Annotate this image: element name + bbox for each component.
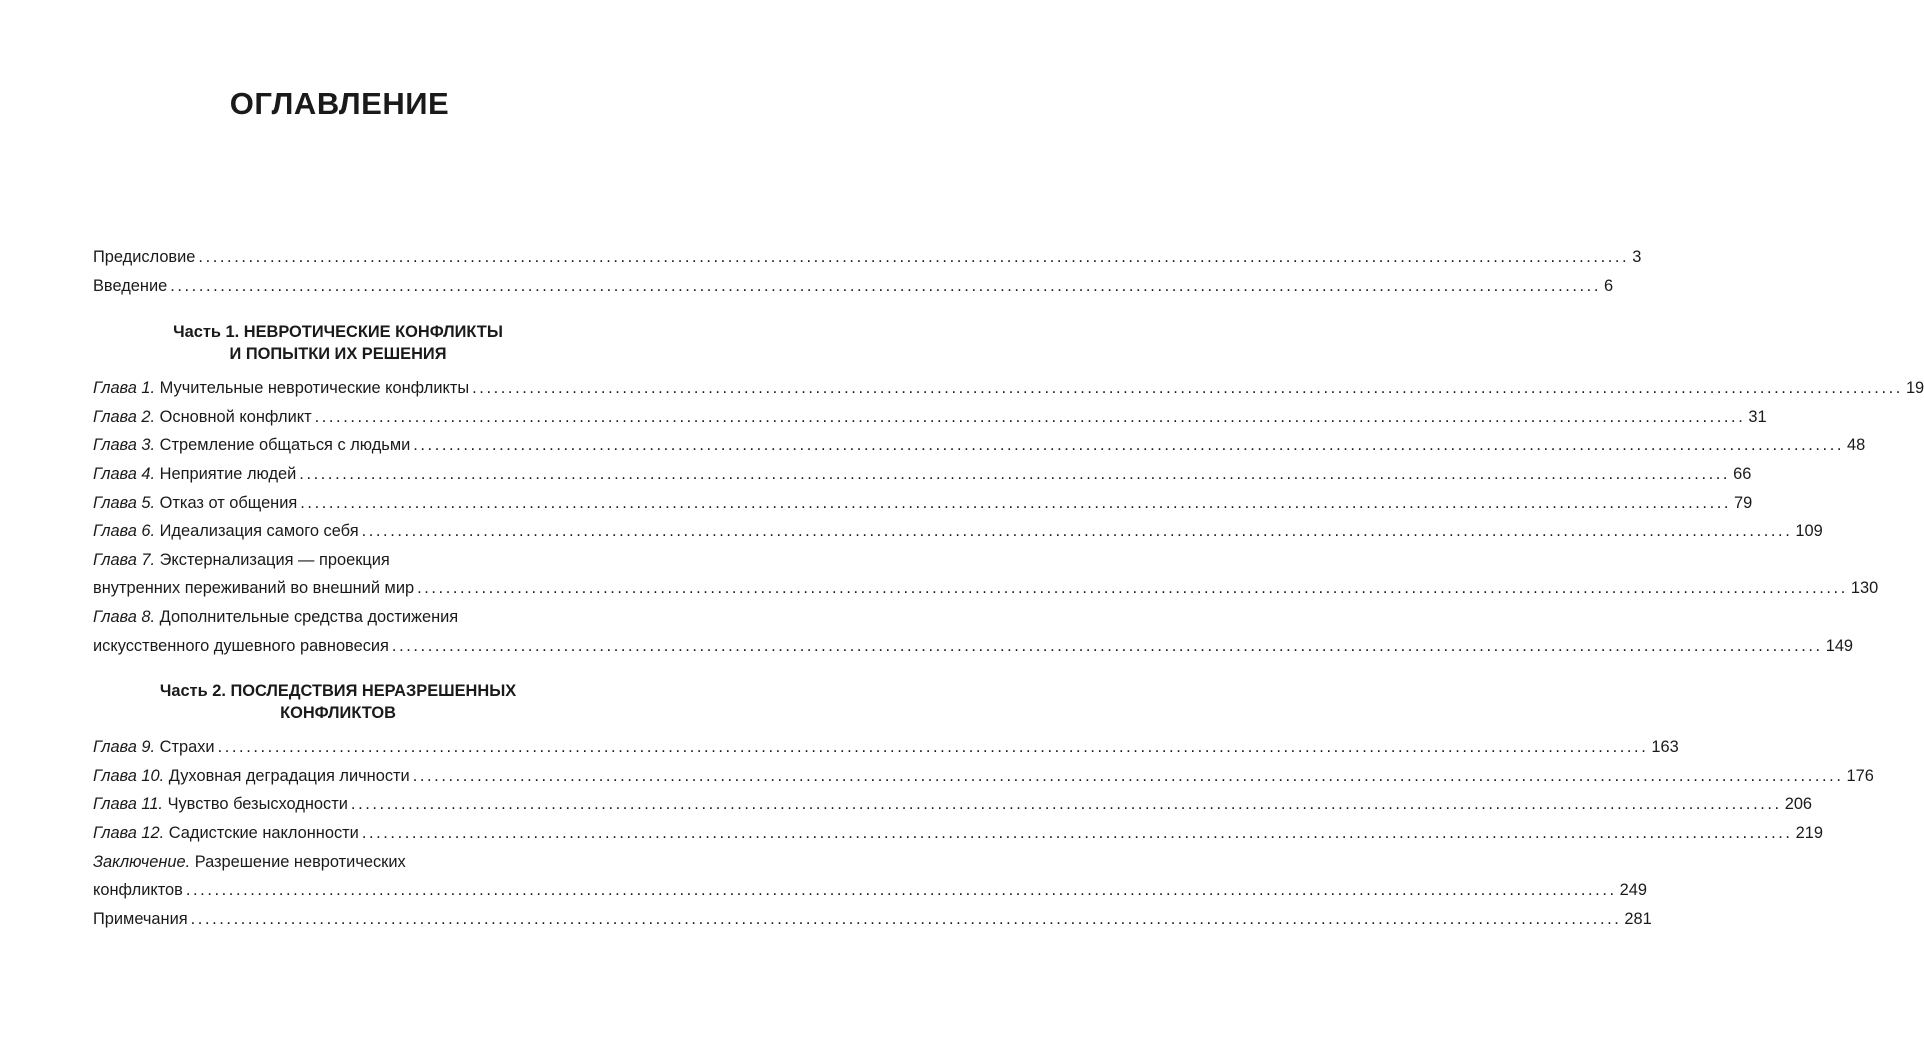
toc-page-number: 66	[1733, 464, 1752, 483]
toc-page-number: 109	[1795, 522, 1823, 541]
toc-entry-text-continued: конфликтов	[93, 881, 183, 900]
part-2-heading	[93, 680, 583, 724]
toc-entry-chapter-6[interactable]	[93, 517, 1823, 546]
toc-page-number: 6	[1604, 276, 1614, 295]
toc-entry-text: Разрешение невротических	[194, 852, 406, 871]
leader-dots: ........................................................................................................................................................................................................	[314, 407, 1746, 426]
leader-dots: ........................................................................................................................................................................................................	[412, 766, 1844, 785]
toc-entry-chapter-4[interactable]	[93, 460, 1752, 489]
chapter-prefix: Глава 11.	[93, 795, 163, 814]
part-heading-line: Часть 2. ПОСЛЕДСТВИЯ НЕРАЗРЕШЕННЫХ	[159, 682, 517, 701]
chapter-prefix: Глава 7.	[93, 550, 156, 569]
toc-entry-text: Духовная деградация личности	[168, 766, 410, 785]
part-heading-line: КОНФЛИКТОВ	[280, 704, 396, 723]
toc-entry-chapter-1[interactable]	[93, 374, 1924, 403]
toc-entry-text: Дополнительные средства достижения	[159, 607, 459, 626]
table-of-contents	[93, 243, 1924, 933]
leader-dots: ........................................................................................................................................................................................................	[217, 738, 1649, 757]
toc-entry-text: Основной конфликт	[159, 407, 312, 426]
leader-dots: ........................................................................................................................................................................................................	[170, 276, 1601, 295]
page-title: ОГЛАВЛЕНИЕ	[229, 86, 450, 121]
chapter-prefix: Глава 1.	[93, 379, 156, 398]
chapter-prefix: Глава 10.	[93, 766, 165, 785]
leader-dots: ........................................................................................................................................................................................................	[185, 881, 1617, 900]
chapter-prefix: Глава 3.	[93, 436, 156, 455]
toc-entry-chapter-7[interactable]	[93, 546, 1879, 603]
toc-page-number: 206	[1784, 795, 1813, 814]
toc-page-number: 163	[1651, 738, 1679, 757]
leader-dots: ........................................................................................................................................................................................................	[198, 248, 1630, 266]
toc-entry-text-continued: внутренних переживаний во внешний мир	[93, 579, 415, 598]
leader-dots: ........................................................................................................................................................................................................	[190, 909, 1622, 928]
toc-entry-chapter-10[interactable]	[93, 762, 1874, 791]
leader-dots: ........................................................................................................................................................................................................	[300, 493, 1732, 512]
toc-entry-text: Неприятие людей	[159, 464, 297, 483]
chapter-prefix: Глава 12.	[93, 823, 165, 842]
part-heading-line: И ПОПЫТКИ ИХ РЕШЕНИЯ	[229, 345, 447, 364]
leader-dots: ........................................................................................................................................................................................................	[391, 636, 1823, 655]
chapter-prefix: Глава 5.	[93, 493, 156, 512]
chapter-prefix: Заключение.	[93, 852, 191, 871]
part-heading-line: Часть 1. НЕВРОТИЧЕСКИЕ КОНФЛИКТЫ	[173, 323, 503, 342]
toc-page-number: 130	[1850, 579, 1879, 598]
chapter-prefix: Глава 4.	[93, 464, 156, 483]
toc-entry-text: Экстернализация — проекция	[159, 550, 390, 569]
toc-entry-preface[interactable]	[93, 243, 1642, 272]
toc-page-number: 176	[1846, 766, 1874, 785]
toc-page-number: 149	[1825, 636, 1854, 655]
leader-dots: ........................................................................................................................................................................................................	[361, 823, 1793, 842]
toc-page-number: 3	[1632, 248, 1642, 266]
toc-entry-chapter-11[interactable]	[93, 790, 1813, 819]
toc-entry-conclusion[interactable]	[93, 848, 1648, 905]
leader-dots: ........................................................................................................................................................................................................	[472, 379, 1903, 398]
toc-entry-text: Предисловие	[93, 248, 196, 266]
toc-entry-chapter-9[interactable]	[93, 733, 1679, 762]
chapter-prefix: Глава 9.	[93, 738, 156, 757]
toc-entry-text: Мучительные невротические конфликты	[159, 379, 470, 398]
toc-entry-text: Садистские наклонности	[168, 823, 359, 842]
toc-entry-chapter-5[interactable]	[93, 489, 1753, 518]
toc-page-number: 48	[1847, 436, 1866, 455]
toc-entry-introduction[interactable]	[93, 272, 1614, 301]
toc-entry-notes[interactable]	[93, 905, 1652, 934]
toc-entry-text: Примечания	[93, 909, 188, 928]
toc-page-number: 79	[1734, 493, 1753, 512]
chapter-prefix: Глава 6.	[93, 522, 156, 541]
leader-dots: ........................................................................................................................................................................................................	[361, 522, 1793, 541]
toc-entry-text: Отказ от общения	[159, 493, 298, 512]
part-1-heading	[93, 321, 583, 365]
leader-dots: ........................................................................................................................................................................................................	[413, 436, 1845, 455]
toc-entry-chapter-8[interactable]	[93, 603, 1854, 660]
toc-entry-text: Стремление общаться с людьми	[159, 436, 411, 455]
toc-page-number: 249	[1619, 881, 1648, 900]
toc-entry-text: Страхи	[159, 738, 215, 757]
leader-dots: ........................................................................................................................................................................................................	[350, 795, 1782, 814]
toc-entry-text: Чувство безысходности	[167, 795, 348, 814]
toc-entry-chapter-12[interactable]	[93, 819, 1823, 848]
toc-page-number: 31	[1748, 407, 1767, 426]
toc-page-number: 19	[1905, 379, 1924, 398]
toc-entry-chapter-2[interactable]	[93, 403, 1767, 432]
leader-dots: ........................................................................................................................................................................................................	[299, 464, 1731, 483]
chapter-prefix: Глава 2.	[93, 407, 156, 426]
toc-entry-chapter-3[interactable]	[93, 431, 1866, 460]
toc-entry-text: Идеализация самого себя	[159, 522, 359, 541]
chapter-prefix: Глава 8.	[93, 607, 156, 626]
toc-entry-text-continued: искусственного душевного равновесия	[93, 636, 389, 655]
leader-dots: ........................................................................................................................................................................................................	[417, 579, 1848, 598]
toc-page-number: 219	[1795, 823, 1823, 842]
toc-entry-text: Введение	[93, 276, 168, 295]
toc-page-number: 281	[1624, 909, 1652, 928]
